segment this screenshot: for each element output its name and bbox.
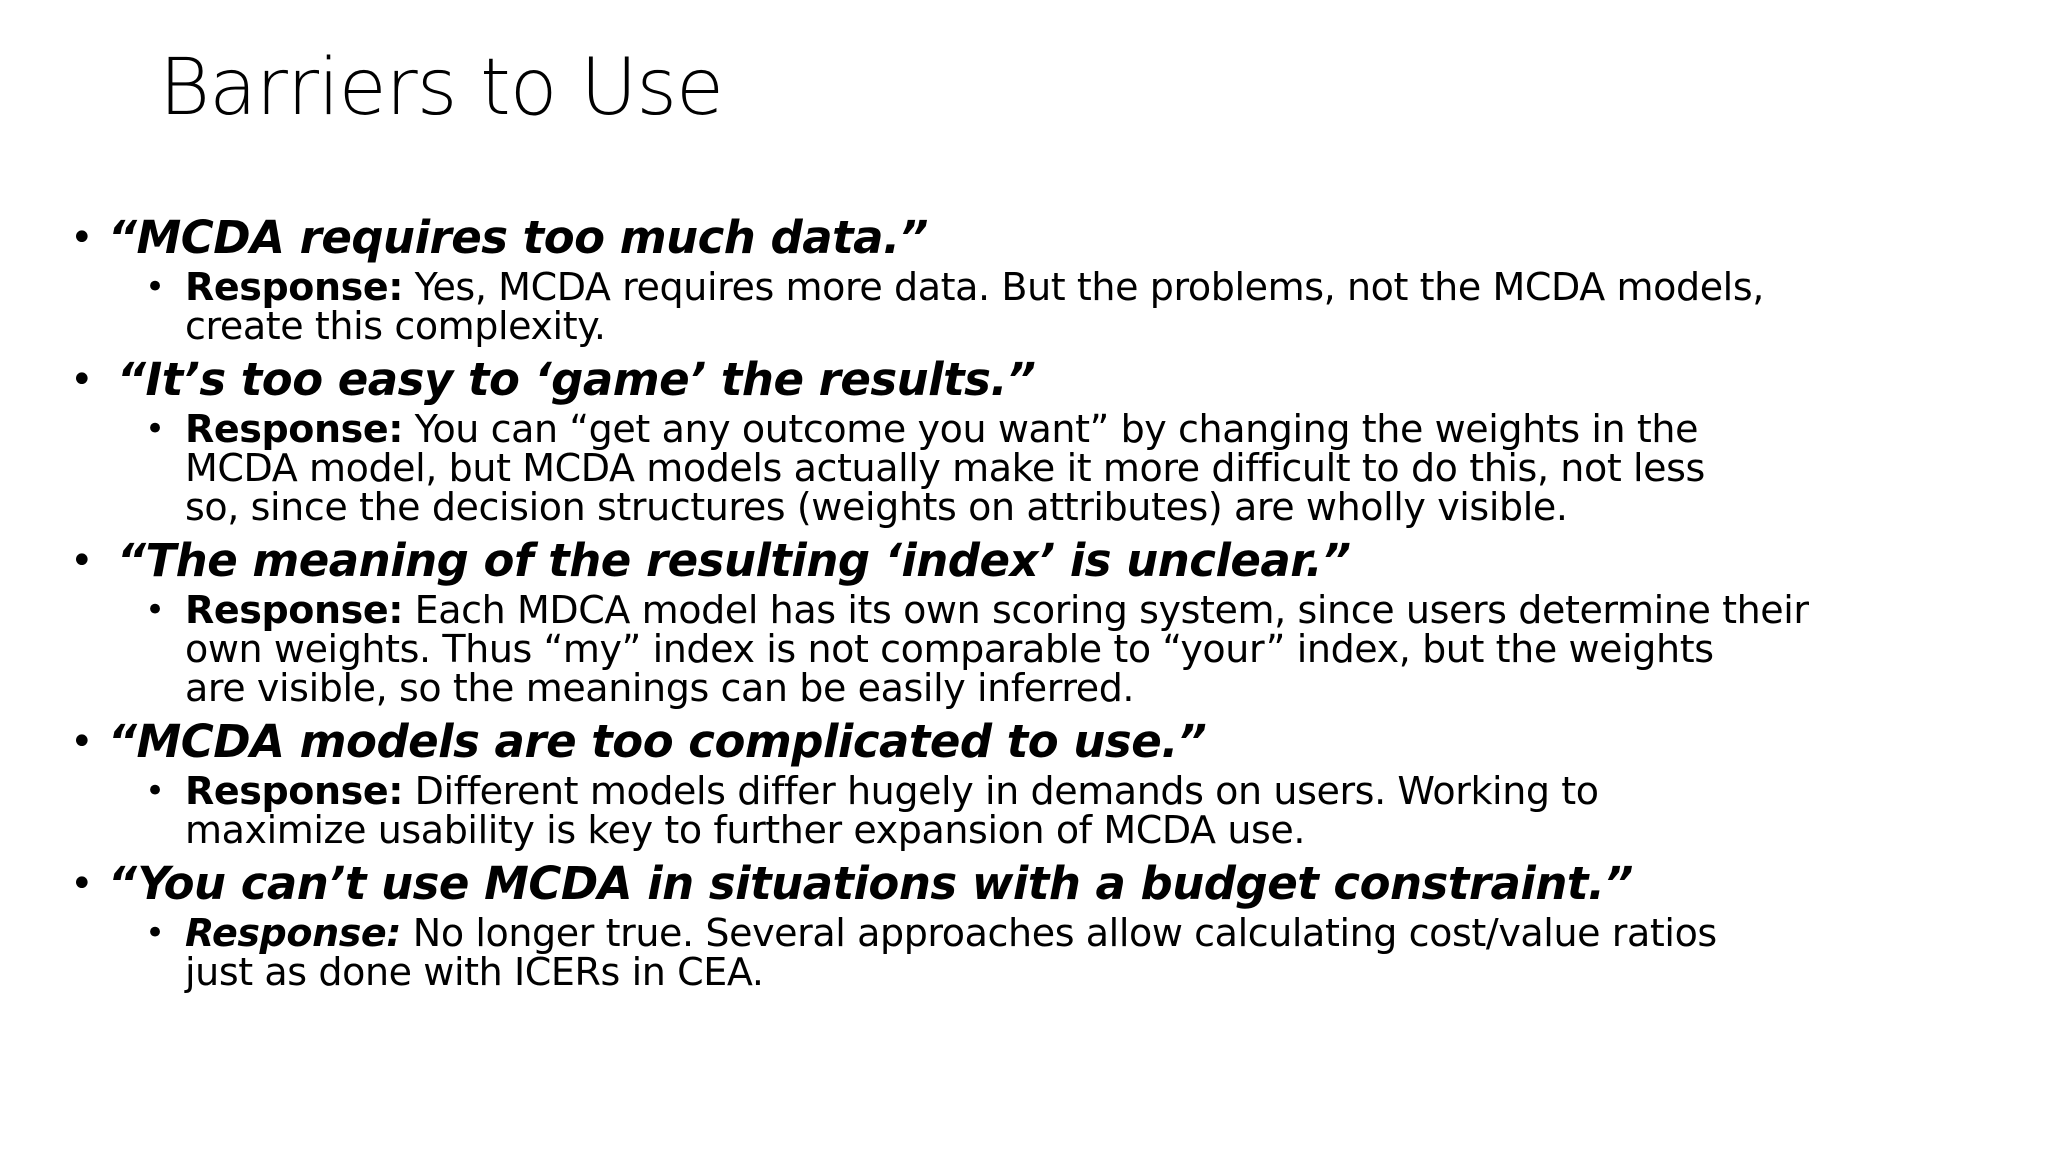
claim-label: “MCDA requires too much data.” <box>108 211 929 264</box>
response-label: Response: <box>185 769 403 813</box>
list-item <box>0 210 2048 346</box>
response-line-text: Each MDCA model has its own scoring system, since users determine their <box>403 588 1809 632</box>
claim-label: “It’s too easy to ‘game’ the results.” <box>117 353 1036 406</box>
response-line-text: Different models differ hugely in demands on users. Working to <box>403 769 1599 813</box>
list-item <box>0 714 2048 850</box>
bullet-icon: • <box>145 267 165 307</box>
response-label: Response: <box>185 407 403 451</box>
response-line <box>185 407 1845 451</box>
response-text <box>0 588 1845 710</box>
claim-label: “You can’t use MCDA in situations with a budget constraint.” <box>108 857 1633 910</box>
claim-text <box>0 210 2048 266</box>
bullet-icon: • <box>70 861 94 907</box>
bullet-list <box>0 210 2048 998</box>
list-item <box>0 856 2048 992</box>
response-line: maximize usability is key to further expansion of MCDA use. <box>185 808 1306 852</box>
response-text <box>0 911 1845 994</box>
bullet-icon: • <box>70 215 94 261</box>
claim-text <box>0 856 2048 912</box>
bullet-icon: • <box>145 913 165 953</box>
response-text <box>0 407 1845 529</box>
response-line <box>185 911 1845 955</box>
bullet-icon: • <box>70 719 94 765</box>
bullet-icon: • <box>145 409 165 449</box>
response-text <box>0 769 1845 852</box>
bullet-icon: • <box>145 590 165 630</box>
response-line: so, since the decision structures (weights on attributes) are wholly visible. <box>185 485 1568 529</box>
claim-text <box>0 352 2048 408</box>
response-line: are visible, so the meanings can be easily inferred. <box>185 666 1135 710</box>
response-line-text: Yes, MCDA requires more data. But the problems, not the MCDA models, <box>403 265 1764 309</box>
slide-title: Barriers to Use <box>159 43 723 133</box>
list-item <box>0 352 2048 527</box>
response-line <box>185 588 1845 632</box>
bullet-icon: • <box>145 771 165 811</box>
response-line-text: No longer true. Several approaches allow calculating cost/value ratios <box>401 911 1717 955</box>
response-line: own weights. Thus “my” index is not comparable to “your” index, but the weights <box>185 627 1714 671</box>
claim-label: “MCDA models are too complicated to use.” <box>108 715 1207 768</box>
bullet-icon: • <box>70 357 94 403</box>
claim-text <box>0 714 2048 770</box>
response-line: just as done with ICERs in CEA. <box>185 950 764 994</box>
response-label: Response: <box>185 911 402 955</box>
claim-label: “The meaning of the resulting ‘index’ is unclear.” <box>117 534 1351 587</box>
response-line <box>185 769 1845 813</box>
claim-text <box>0 533 2048 589</box>
response-line: MCDA model, but MCDA models actually make it more difficult to do this, not less <box>185 446 1705 490</box>
response-label: Response: <box>185 588 403 632</box>
bullet-icon: • <box>70 538 94 584</box>
response-text <box>0 265 1845 348</box>
response-line <box>185 265 1845 309</box>
list-item <box>0 533 2048 708</box>
response-line: create this complexity. <box>185 304 606 348</box>
response-line-text: You can “get any outcome you want” by changing the weights in the <box>403 407 1699 451</box>
response-label: Response: <box>185 265 403 309</box>
